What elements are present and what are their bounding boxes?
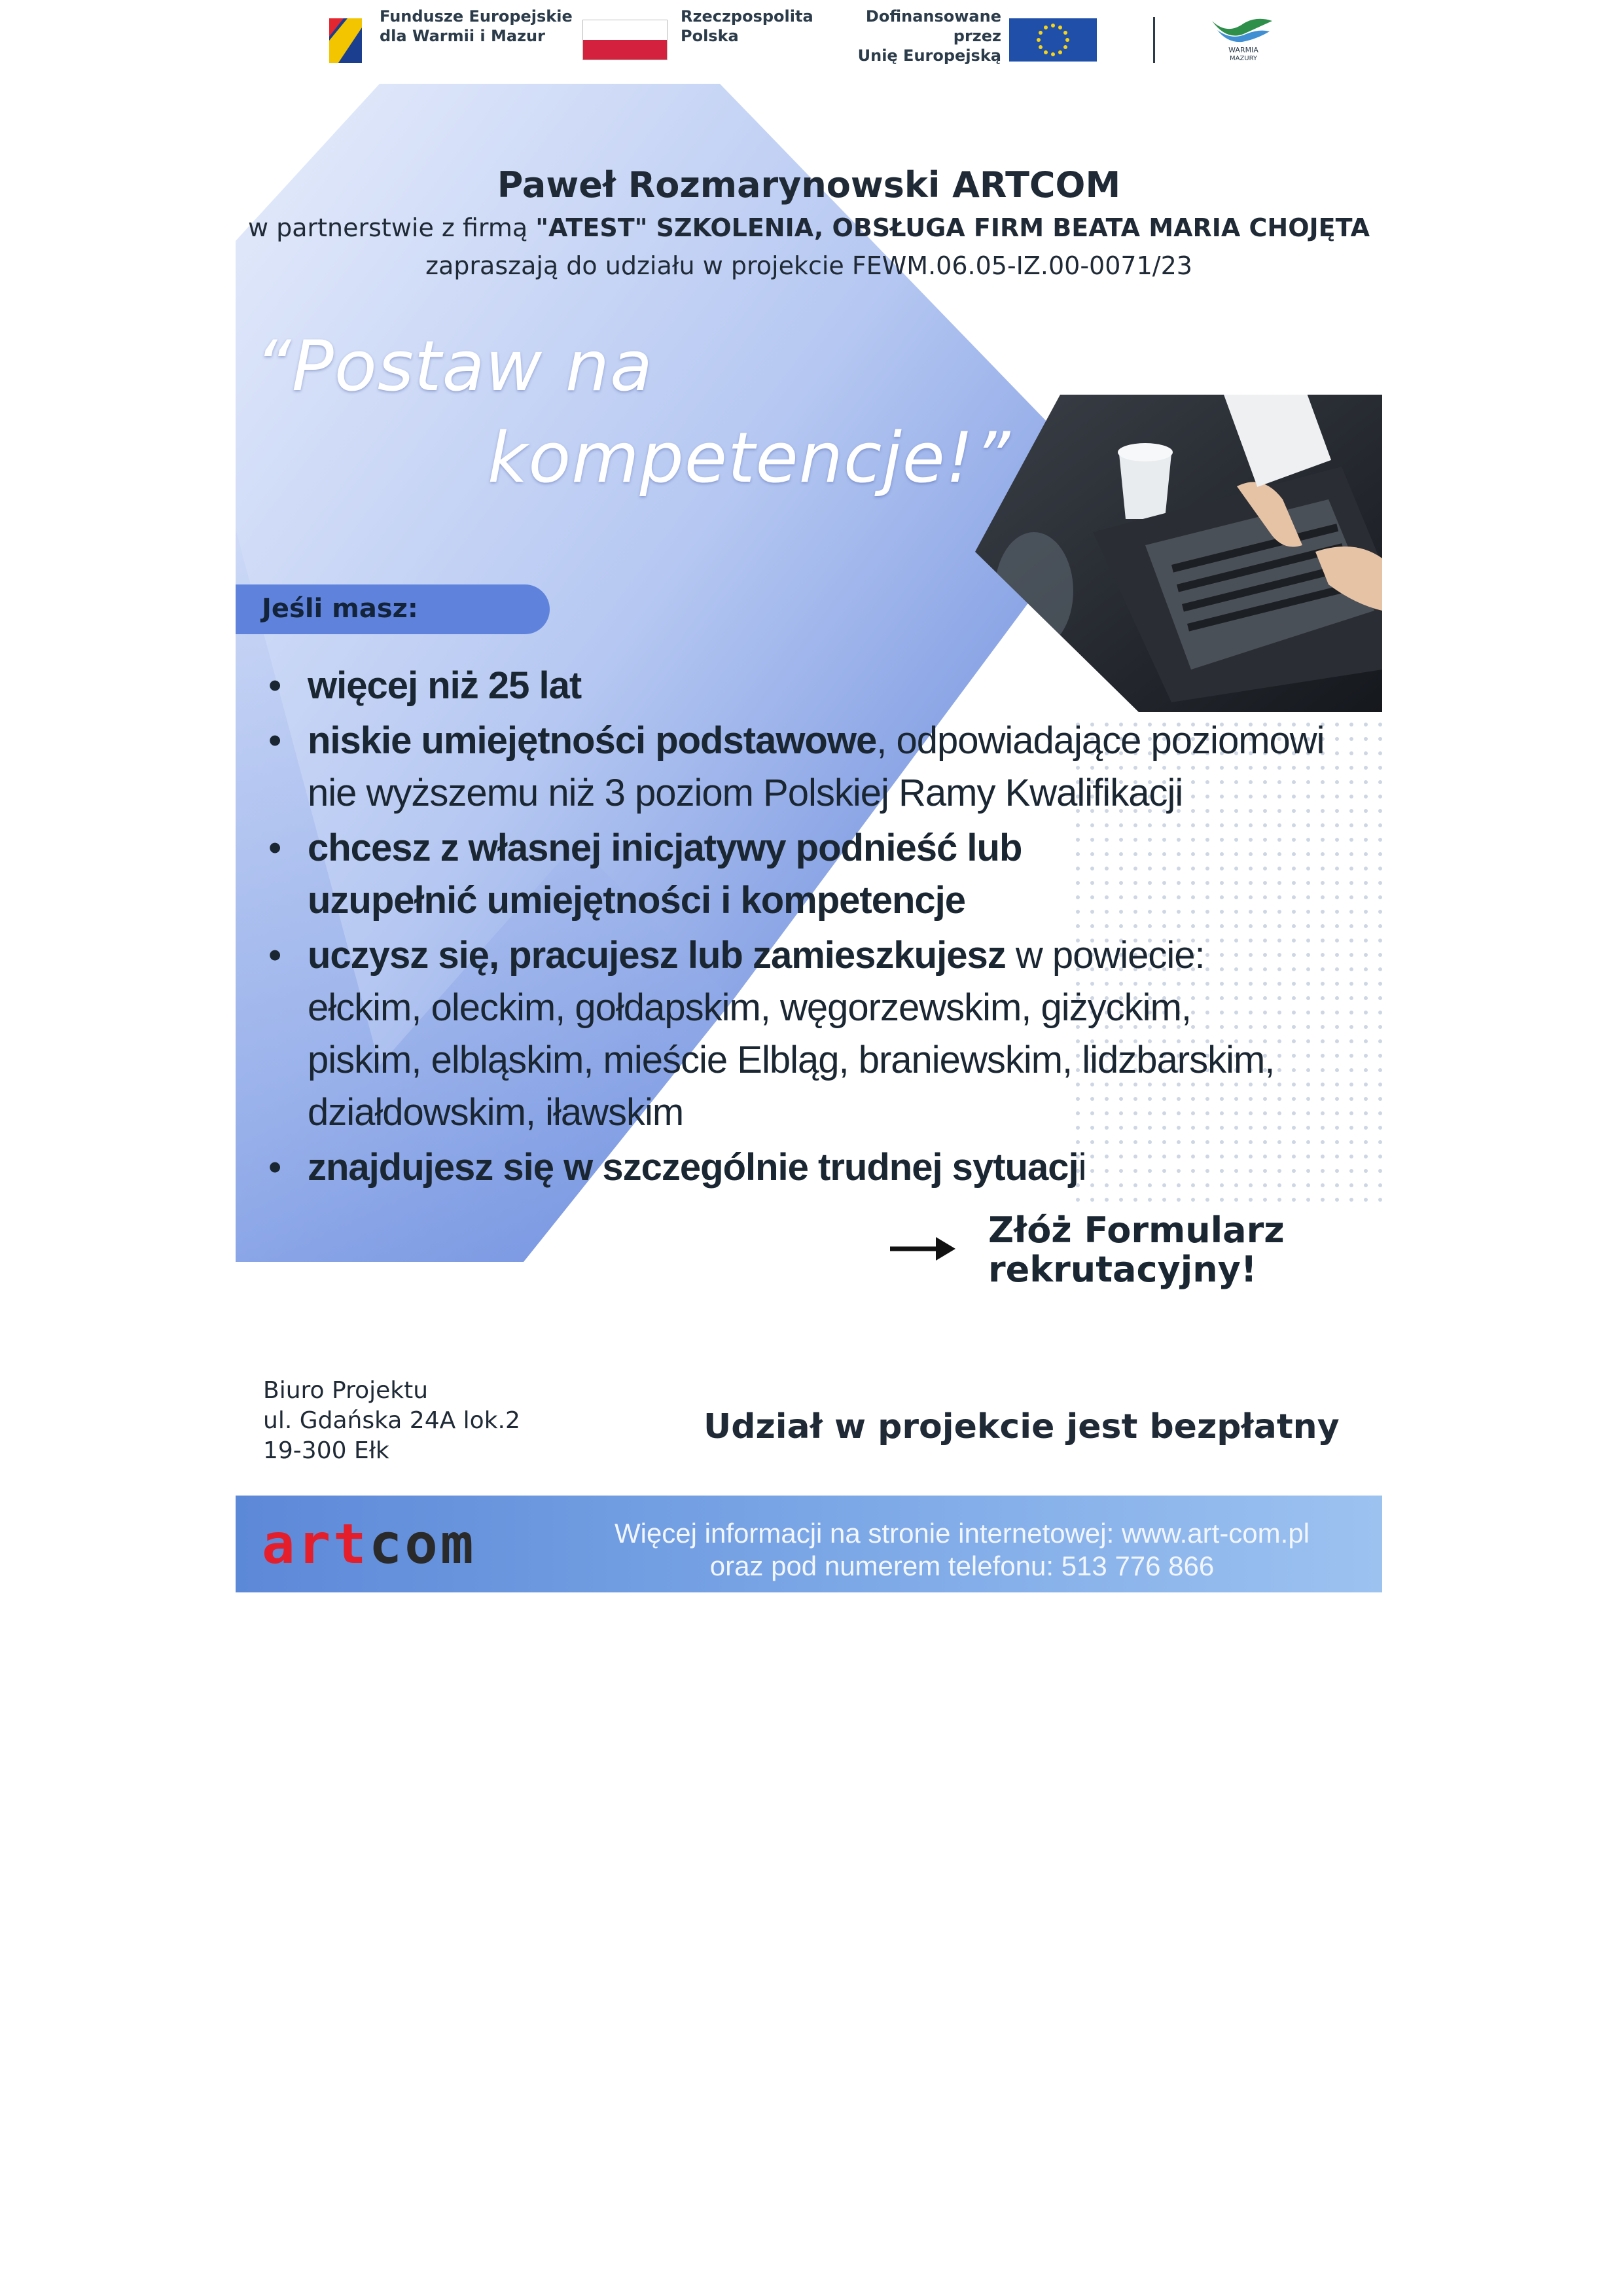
office-city: 19-300 Ełk — [263, 1437, 389, 1464]
criteria-item: • znajdujesz się w szczególnie trudnej sytuacji — [262, 1141, 1374, 1194]
polish-flag-logo — [582, 20, 668, 60]
criteria-item: • więcej niż 25 lat — [262, 660, 1374, 712]
svg-text:MAZURY: MAZURY — [1229, 55, 1258, 62]
fe-logo-caption: Fundusze Europejskie dla Warmii i Mazur — [380, 7, 573, 45]
logo-divider — [1153, 17, 1155, 63]
free-participation-note: Udział w projekcie jest bezpłatny — [704, 1407, 1340, 1446]
criteria-heading: Jeśli masz: — [262, 594, 418, 624]
partner-line — [236, 208, 1382, 247]
criteria-item: • uczysz się, pracujesz lub zamieszkujesz w powiecie: ełckim, oleckim, gołdapskim, węgorzewskim, giżyckim, piskim, elbląskim, mieście Elbląg, braniewskim, lidzbarskim, działdowskim, iławskim — [262, 929, 1374, 1139]
partner-prefix: w partnerstwie z firmą — [247, 213, 536, 242]
slogan-line-1: “Postaw na — [255, 326, 653, 406]
company-title: Paweł Rozmarynowski ARTCOM — [497, 164, 1121, 206]
criteria-heading-pill — [236, 584, 550, 634]
svg-text:WARMIA: WARMIA — [1228, 46, 1258, 54]
eu-logo-caption: Dofinansowane przez Unię Europejską — [857, 7, 1001, 65]
criteria-item: • chcesz z własnej inicjatywy podnieść lub uzupełnić umiejętności i kompetencje — [262, 822, 1374, 927]
partner-name: "ATEST" SZKOLENIA, OBSŁUGA FIRM BEATA MARIA CHOJĘTA — [535, 213, 1370, 242]
arrow-right-icon — [890, 1233, 955, 1265]
artcom-logo: artcom — [262, 1512, 476, 1576]
eu-flag-logo — [1009, 18, 1097, 62]
recruitment-poster — [236, 84, 1382, 1290]
funding-logos-strip — [0, 0, 1623, 72]
fundusze-europejskie-logo — [324, 14, 367, 67]
cta-line-2: rekrutacyjny! — [988, 1249, 1257, 1290]
poster-header — [236, 162, 1382, 284]
contact-footer-bar — [236, 1496, 1382, 1592]
website-info: Więcej informacji na stronie internetowej: www.art-com.pl — [614, 1518, 1310, 1549]
slogan-line-2: kompetencje!” — [488, 418, 1011, 498]
warmia-mazury-logo — [1204, 14, 1283, 62]
phone-info: oraz pod numerem telefonu: 513 776 866 — [709, 1551, 1215, 1581]
criteria-item: • niskie umiejętności podstawowe, odpowiadające poziomowi nie wyższemu niż 3 poziom Polskiej Ramy Kwalifikacji — [262, 715, 1374, 819]
eligibility-criteria-list — [262, 660, 1374, 1196]
office-name: Biuro Projektu — [263, 1377, 429, 1404]
project-invite-line: zapraszają do udziału w projekcie FEWM.06.05-IZ.00-0071/23 — [425, 251, 1192, 280]
project-office-address — [263, 1376, 603, 1466]
office-street: ul. Gdańska 24A lok.2 — [263, 1407, 520, 1434]
pl-logo-caption: Rzeczpospolita Polska — [681, 7, 813, 45]
cta-line-1: Złóż Formularz — [988, 1210, 1285, 1251]
apply-call-to-action — [890, 1210, 1374, 1308]
